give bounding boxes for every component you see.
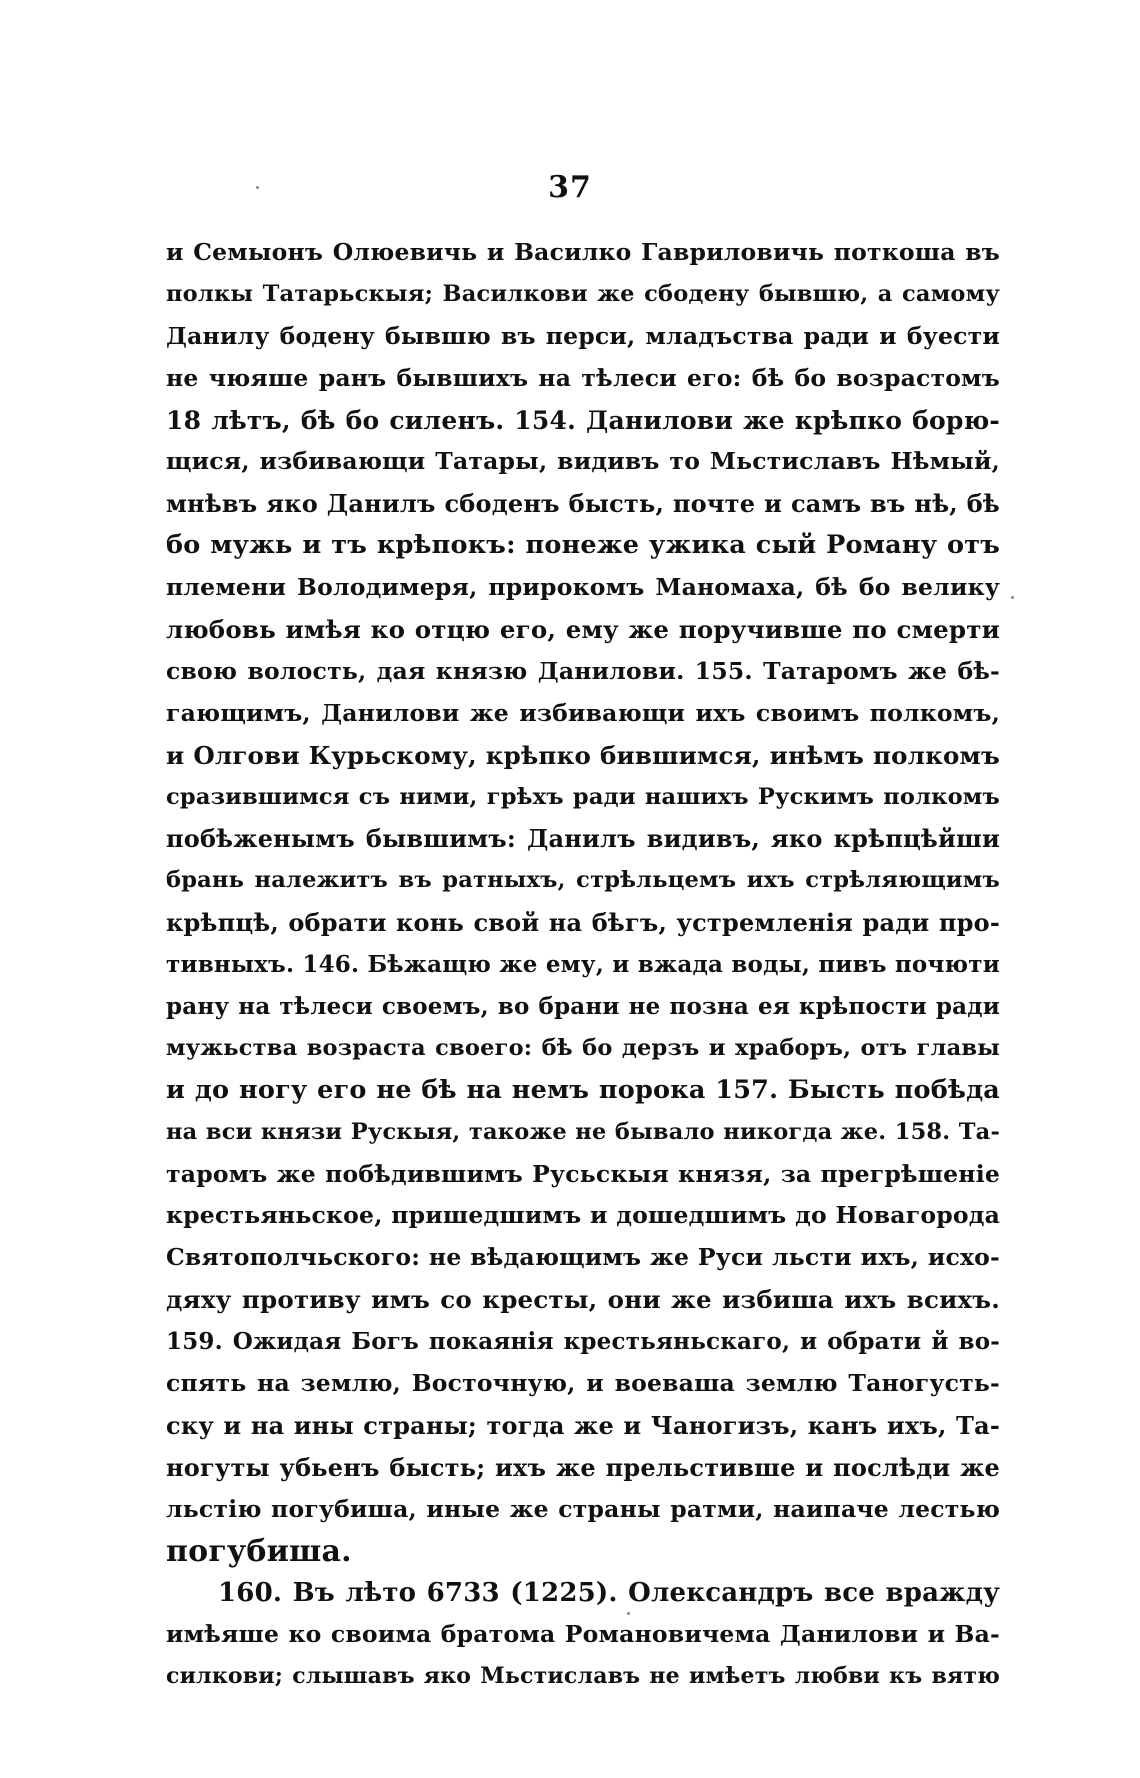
body-text: [166, 232, 1000, 1698]
print-speck: [1011, 596, 1014, 599]
text-line: свою волость, дая князю Данилови. 155. Татаромъ же бѣ-: [166, 656, 1000, 685]
text-line: мужьства возраста своего: бѣ бо дерзъ и храборъ, отъ главы: [166, 1034, 1000, 1061]
text-line: ногуты убьенъ бысть; ихъ же прельстивше и послѣди же: [166, 1452, 1000, 1482]
text-line: на вси князи Рускыя, такоже не бывало никогда же. 158. Та-: [166, 1118, 1000, 1145]
text-line: не чюяше ранъ бывшихъ на тѣлеси его: бѣ бо возрастомъ: [166, 363, 1000, 392]
text-line: любовь имѣя ко отцю его, ему же поручивше по смерти: [166, 615, 1000, 645]
text-line: силкови; слышавъ яко Мьстиславъ не имѣетъ любви къ вятю: [166, 1663, 1000, 1690]
text-line: 159. Ожидая Богъ покаянія крестьяньскаго, и обрати й во-: [166, 1328, 1000, 1356]
text-line: гающимъ, Данилови же избивающи ихъ своимъ полкомъ,: [166, 698, 1000, 727]
text-line-paragraph-end: погубиша.: [166, 1533, 352, 1569]
text-line: Святополчьского: не вѣдающимъ же Руси льсти ихъ, исхо-: [166, 1243, 1000, 1272]
print-speck: [256, 186, 259, 189]
text-line-paragraph-start: 160. Въ лѣто 6733 (1225). Олександръ все вражду: [218, 1577, 1000, 1608]
text-line: рану на тѣлеси своемъ, во брани не позна ея крѣпости ради: [166, 993, 1000, 1021]
text-line: и Семыонъ Олюевичь и Василко Гавриловичь поткоша въ: [166, 238, 1000, 266]
text-line: сразившимся съ ними, грѣхъ ради нашихъ Рускимъ полкомъ: [166, 783, 1000, 810]
text-line: и до ногу его не бѣ на немъ порока 157. Бысть побѣда: [166, 1074, 1000, 1105]
text-line: таромъ же побѣдившимъ Русьскыя князя, за прегрѣшеніе: [166, 1159, 1000, 1188]
text-line: и Олгови Курьскому, крѣпко бившимся, инѣмъ полкомъ: [166, 740, 1000, 770]
text-line: побѣженымъ бывшимъ: Данилъ видивъ, яко крѣпцѣйши: [166, 824, 1000, 854]
text-line: брань належитъ въ ратныхъ, стрѣльцемъ ихъ стрѣляющимъ: [166, 867, 1000, 894]
text-line: полкы Татарьскыя; Василкови же сбодену бывшю, а самому: [166, 280, 1000, 307]
text-line: бо мужь и тъ крѣпокъ: понеже ужика сый Роману отъ: [166, 530, 1000, 561]
text-line: щися, избивающи Татары, видивъ то Мьстиславъ Нѣмый,: [166, 447, 1000, 476]
text-line: племени Володимеря, прирокомъ Маномаха, бѣ бо велику: [166, 573, 1000, 602]
text-line: спять на землю, Восточную, и воеваша землю Таногусть-: [166, 1369, 1000, 1398]
text-line: ску и на ины страны; тогда же и Чаногизъ, канъ ихъ, Та-: [166, 1410, 1000, 1440]
text-line: имѣяше ко своима братома Романовичема Данилови и Ва-: [166, 1620, 1000, 1649]
text-line: дяху противу имъ со кресты, они же избиша ихъ всихъ.: [166, 1285, 1000, 1315]
text-line: крѣпцѣ, обрати конь свой на бѣгъ, устремленія ради про-: [166, 908, 1000, 938]
text-line: мнѣвъ яко Данилъ сбоденъ бысть, почте и самъ въ нѣ, бѣ: [166, 489, 1000, 519]
text-line: крестьяньское, пришедшимъ и дошедшимъ до Новагорода: [166, 1201, 1000, 1230]
page-number: 37: [548, 170, 592, 205]
text-line: 18 лѣтъ, бѣ бо силенъ. 154. Данилови же крѣпко борю-: [166, 405, 1000, 435]
text-line: тивныхъ. 146. Бѣжащю же ему, и вжада воды, пивъ почюти: [166, 951, 1000, 979]
text-line: Данилу бодену бывшю въ перси, младъства ради и буести: [166, 321, 1000, 350]
text-line: льстію погубиша, иные же страны ратми, наипаче лестью: [166, 1494, 1000, 1523]
